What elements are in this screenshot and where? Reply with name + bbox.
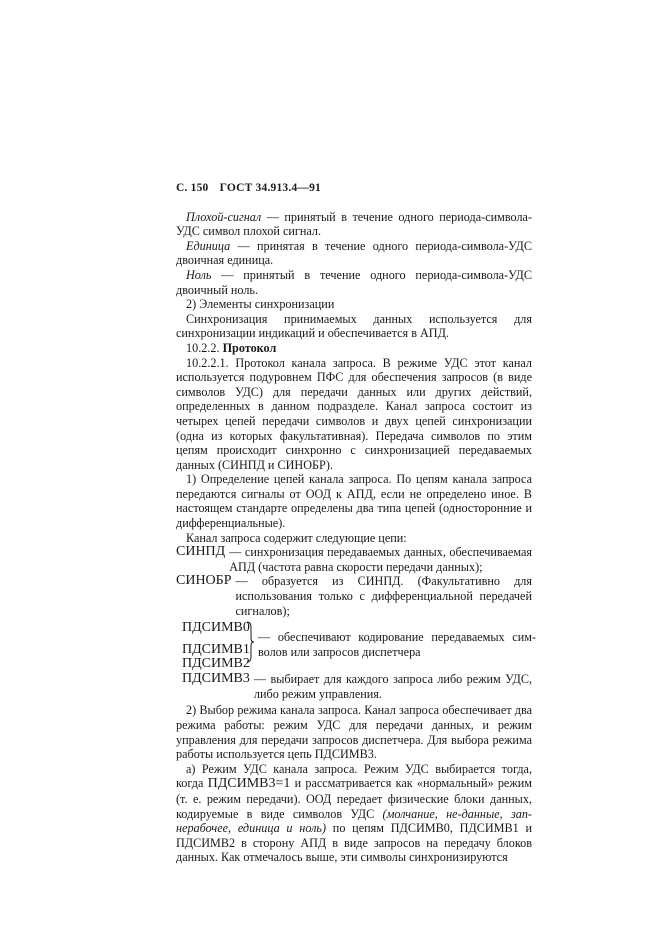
page-header xyxy=(176,181,532,196)
definition-bad-signal xyxy=(176,210,532,239)
symbol-circuits-description xyxy=(258,630,536,659)
definition-one xyxy=(176,239,532,268)
uds-symbol-list: (молчание, не-данные, зап-нерабочее, единица и ноль) xyxy=(176,806,532,836)
description-line: волов или запросов диспетчера xyxy=(258,644,421,659)
standard-id: ГОСТ 34.913.4—91 xyxy=(219,182,322,194)
circuit-description: — выбирает для каждого запроса либо режим УДС, либо режим управления. xyxy=(253,672,532,701)
description-line: — обеспечивают кодирование передаваемых сим- xyxy=(258,630,536,645)
curly-brace-icon xyxy=(246,621,254,663)
request-channel-paragraph: 10.2.2.1. Протокол канала запроса. В режиме УДС этот канал используется подуровнем ПФС для обеспечения запросов (в виде символов УДС) для передачи данных или других действий, определенных в данном подразделе. Канал запроса состоит из четырех цепей передачи символов и двух цепей синхронизации (одна из которых факультативная). Передача символов по этим цепям происходит синхронно с синхронизацией передаваемых данных (СИНПД и СИНОБР). xyxy=(176,355,532,472)
uds-mode-code: ПДСИМВ3=1 xyxy=(207,776,291,792)
definition-zero xyxy=(176,268,532,297)
circuit-definition-paragraph: 1) Определение цепей канала запроса. По цепям канала запроса передаются сигналы от ООД к АПД, если не определено иное. В настоящем стандарте определены два типа цепей (односторонние и дифференциальные). xyxy=(176,472,532,531)
definition-term: Единица xyxy=(186,238,231,253)
circuit-code: ПДСИМВ2 xyxy=(182,656,250,672)
definition-text: — принятый в течение одного периода-символа-УДС символ плохой сигнал. xyxy=(176,209,532,239)
circuit-code: СИНПД xyxy=(176,544,226,560)
circuit-sinobr xyxy=(176,574,532,618)
definition-text: — принятая в течение одного периода-символа-УДС двоичная единица. xyxy=(176,238,532,268)
circuit-code: ПДСИМВ0 xyxy=(182,620,250,636)
circuit-description: — синхронизация передаваемых данных, обеспечиваемая АПД (частота равна скорости передачи данных); xyxy=(229,545,532,574)
definition-term: Ноль xyxy=(186,267,212,282)
uds-mode-text: и рассматривается как «нормальный» режим (т. е. режим передачи). ООД передает физические блоки данных, кодируемые в виде символов УДС xyxy=(176,776,532,821)
uds-mode-text: а) Режим УДС канала запроса. Режим УДС выбирается тогда, когда xyxy=(176,761,532,791)
mode-selection-paragraph: 2) Выбор режима канала запроса. Канал запроса обеспечивает два режима работы: режим УДС для передачи данных, и режим управления для передачи запросов диспетчера. Для выбора режима работы используется цепь ПДСИМВ3. xyxy=(176,703,532,762)
definition-term: Плохой-сигнал xyxy=(186,209,262,224)
sync-heading: 2) Элементы синхронизации xyxy=(186,297,335,312)
uds-mode-text: по цепям ПДСИМВ0, ПДСИМВ1 и ПДСИМВ2 в сторону АПД в виде запросов на передачу блоков данных. Как отмечалось выше, эти символы синхронизируются xyxy=(176,821,533,865)
definition-text: — принятый в течение одного периода-символа-УДС двоичный ноль. xyxy=(176,267,532,297)
document-page xyxy=(176,181,536,865)
sync-paragraph: Синхронизация принимаемых данных используется для синхронизации индикаций и обеспечивается в АПД. xyxy=(176,311,532,341)
circuits-intro: Канал запроса содержит следующие цепи: xyxy=(186,530,407,545)
circuit-description: — образуется из СИНПД. (Факультативно для использования только с дифференциальной передачей сигналов); xyxy=(235,574,532,618)
circuit-code: СИНОБР xyxy=(176,573,232,589)
circuit-code: ПДСИМВ3 xyxy=(182,671,250,687)
protocol-number: 10.2.2. xyxy=(186,340,220,355)
uds-mode-paragraph xyxy=(176,762,532,865)
circuit-code: ПДСИМВ1 xyxy=(182,642,250,658)
circuit-pdsimv3 xyxy=(182,672,532,701)
protocol-title: Протокол xyxy=(222,340,277,355)
symbol-circuits-group xyxy=(182,620,536,672)
page-number: С. 150 xyxy=(176,182,209,194)
protocol-heading xyxy=(176,341,532,356)
circuit-sinpd xyxy=(176,545,532,574)
